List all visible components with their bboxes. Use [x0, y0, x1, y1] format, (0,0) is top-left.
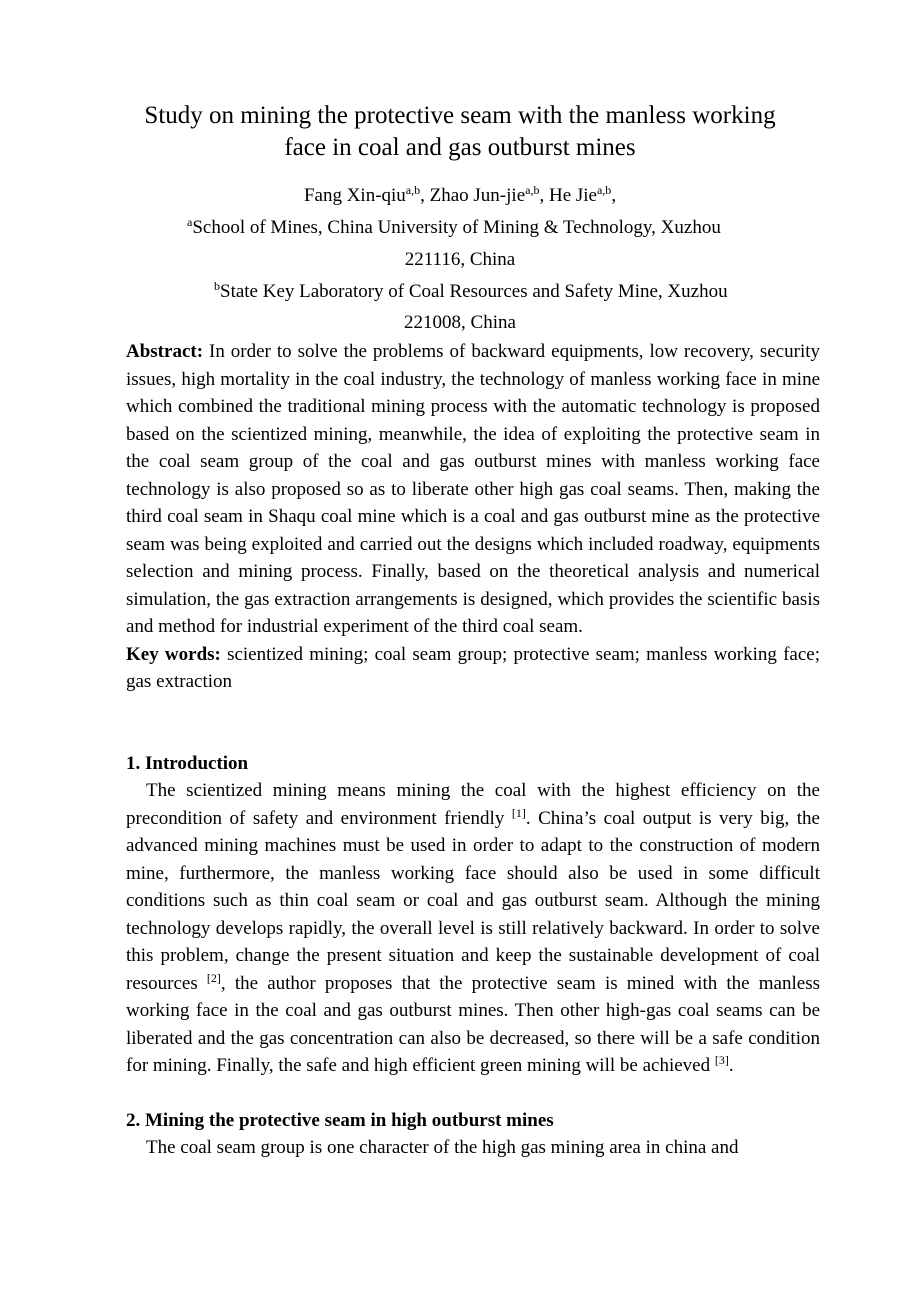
section-1-body	[126, 777, 820, 1080]
section-2-body	[126, 1134, 820, 1162]
citation-ref: [2]	[206, 970, 221, 985]
title-line-2: face in coal and gas outburst mines	[284, 134, 636, 161]
author-name: Fang Xin-qiu	[303, 185, 406, 206]
paper-title	[100, 100, 820, 164]
section-1-text: , the author proposes that the protective seam is mined with the manless working face in the coal and gas outburst mines. Then other high-gas coal seams can be liberated and the gas concentration can also be decreased, so there will be a safe condition for mining. Finally, the safe and high efficient green mining will be achieved	[126, 972, 820, 1076]
affiliation-a-line-2: 221116, China	[404, 249, 516, 270]
affiliation-mark: a	[187, 215, 193, 229]
section-1-heading: 1. Introduction	[126, 753, 249, 774]
section-1-text: . China’s coal output is very big, the advanced mining machines must be used in order to adapt to the construction of modern mine, furthermore, the manless working face should also be used in some difficult conditions such as thin coal seam or coal and gas outburst seam. Although the mining technology develops rapidly, the overall level is still relatively backward. In order to solve this problem, change the present situation and keep the sustainable development of coal resources	[126, 807, 820, 994]
section-1-text: The scientized mining means mining the coal with the highest efficiency on the precondition of safety and environment friendly	[126, 780, 820, 829]
section-1-text: .	[728, 1055, 734, 1076]
citation-ref: [1]	[511, 805, 526, 820]
author-name: He Jie	[548, 185, 597, 206]
affiliation-text: State Key Laboratory of Coal Resources and Safety Mine, Xuzhou	[220, 281, 728, 302]
section-2-text: The coal seam group is one character of the high gas mining area in china and	[146, 1137, 739, 1158]
author-affiliation-mark: a,b	[405, 183, 421, 197]
section-2-heading: 2. Mining the protective seam in high outburst mines	[126, 1110, 554, 1131]
title-line-1: Study on mining the protective seam with the manless working	[144, 102, 776, 129]
abstract	[126, 338, 820, 696]
affiliation-mark: b	[214, 279, 220, 293]
author-name: Zhao Jun-jie	[429, 185, 526, 206]
citation-ref: [3]	[714, 1053, 729, 1067]
affiliation-a-line-1	[0, 214, 920, 241]
affiliation-b-line-2: 221008, China	[404, 312, 516, 333]
affiliation-b-line-1	[0, 278, 920, 305]
keywords-label: Key words:	[126, 643, 221, 665]
author-list: Fang Xin-qiu$^{a,b}$, Zhao Jun-jie$^{a,b}$, He Jie$^{a,b}$,	[303, 183, 617, 206]
affiliation-text: School of Mines, China University of Mining & Technology, Xuzhou	[192, 217, 721, 238]
author-affiliation-mark: a,b	[596, 183, 612, 197]
abstract-text: In order to solve the problems of backward equipments, low recovery, security issues, high mortality in the coal industry, the technology of manless working face in mine which combined the traditional mining process with the automatic technology is proposed based on the scientized mining, meanwhile, the idea of exploiting the protective seam in the coal seam group of the coal and gas outburst mines with manless working face technology is also proposed so as to liberate other high gas coal seams. Then, making the third coal seam in Shaqu coal mine which is a coal and gas outburst mine as the protective seam was being exploited and carried out the designs which included roadway, equipments selection and mining process. Finally, based on the theoretical analysis and numerical simulation, the gas extraction arrangements is designed, which provides the scientific basis and method for industrial experiment of the third coal seam.	[126, 341, 821, 637]
keywords-text: scientized mining; coal seam group; protective seam; manless working face; gas extraction	[126, 643, 821, 692]
abstract-label: Abstract:	[126, 341, 204, 362]
author-affiliation-mark: a,b	[525, 183, 540, 197]
